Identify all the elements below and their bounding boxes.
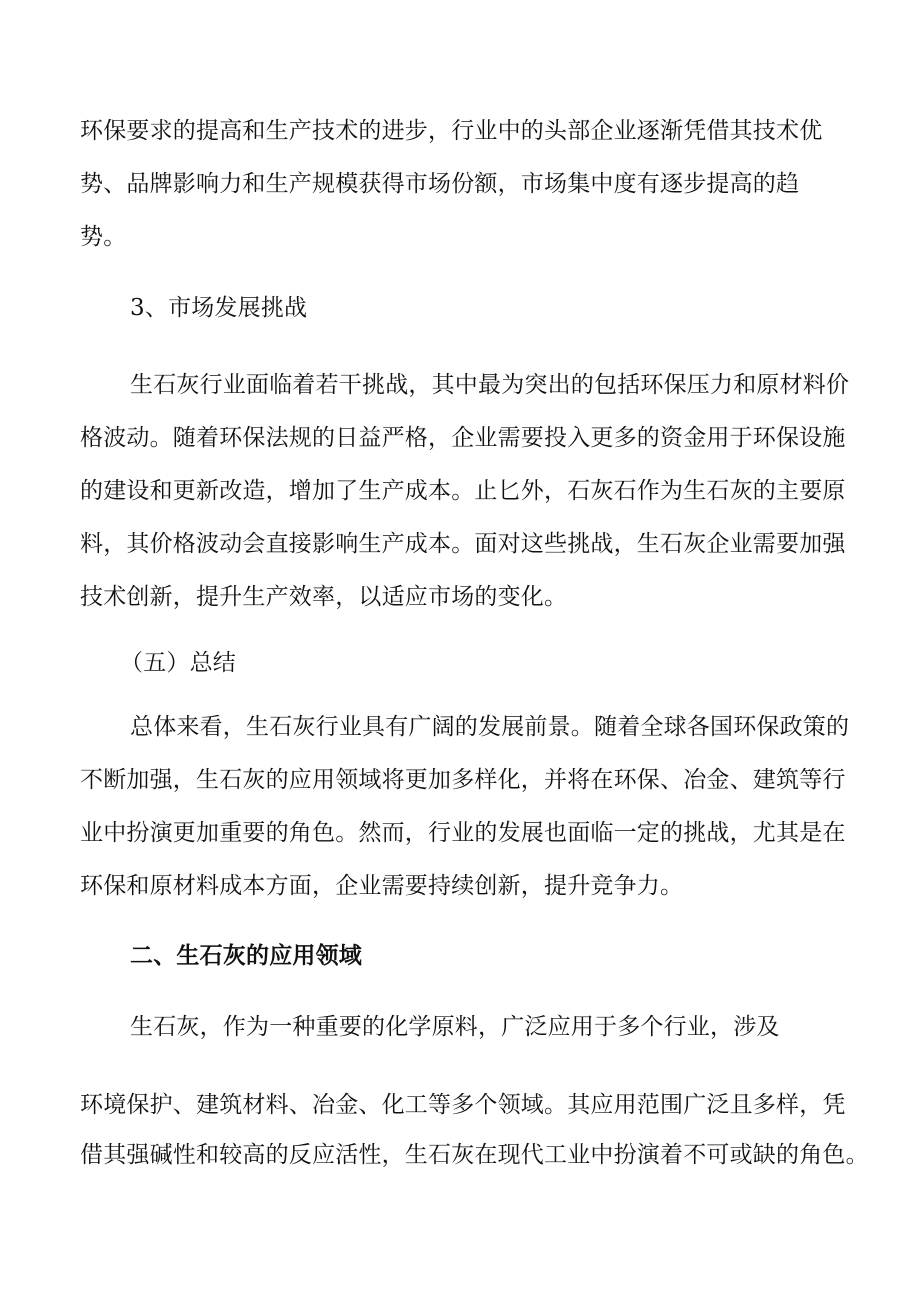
paragraph-line: 生石灰，作为一种重要的化学原料，广泛应用于多个行业，涉及 <box>130 1014 780 1040</box>
section-heading: 3、市场发展挑战 <box>130 295 308 321</box>
paragraph-line: 料，其价格波动会直接影响生产成本。面对这些挑战，生石灰企业需要加强 <box>80 531 846 557</box>
paragraph-line: 势。 <box>80 224 127 250</box>
paragraph-line: 环保和原材料成本方面，企业需要持续创新，提升竞争力。 <box>80 873 684 899</box>
paragraph-line: 总体来看，生石灰行业具有广阔的发展前景。随着全球各国环保政策的 <box>130 714 850 740</box>
section-heading: （五）总结 <box>120 650 236 676</box>
paragraph-line: 借其强碱性和较高的反应活性，生石灰在现代工业中扮演着不可或缺的角色。 <box>80 1142 869 1168</box>
paragraph-line: 环境保护、建筑材料、冶金、化工等多个领域。其应用范围广泛且多样，凭 <box>80 1092 846 1118</box>
paragraph-line: 的建设和更新改造，增加了生产成本。止匕外，石灰石作为生石灰的主要原 <box>80 478 846 504</box>
paragraph-line: 不断加强，生石灰的应用领域将更加多样化，并将在环保、冶金、建筑等行 <box>80 767 846 793</box>
paragraph-line: 格波动。随着环保法规的日益严格，企业需要投入更多的资金用于环保设施 <box>80 425 846 451</box>
chapter-heading: 二、生石灰的应用领域 <box>130 942 362 969</box>
paragraph-line: 生石灰行业面临着若干挑战，其中最为突出的包括环保压力和原材料价 <box>130 372 850 398</box>
paragraph-line: 势、品牌影响力和生产规模获得市场份额，市场集中度有逐步提高的趋 <box>80 171 800 197</box>
paragraph-line: 技术创新，提升生产效率，以适应市场的变化。 <box>80 584 568 610</box>
paragraph-line: 业中扮演更加重要的角色。然而，行业的发展也面临一定的挑战，尤其是在 <box>80 820 846 846</box>
paragraph-line: 环保要求的提高和生产技术的进步，行业中的头部企业逐渐凭借其技术优 <box>80 118 823 144</box>
